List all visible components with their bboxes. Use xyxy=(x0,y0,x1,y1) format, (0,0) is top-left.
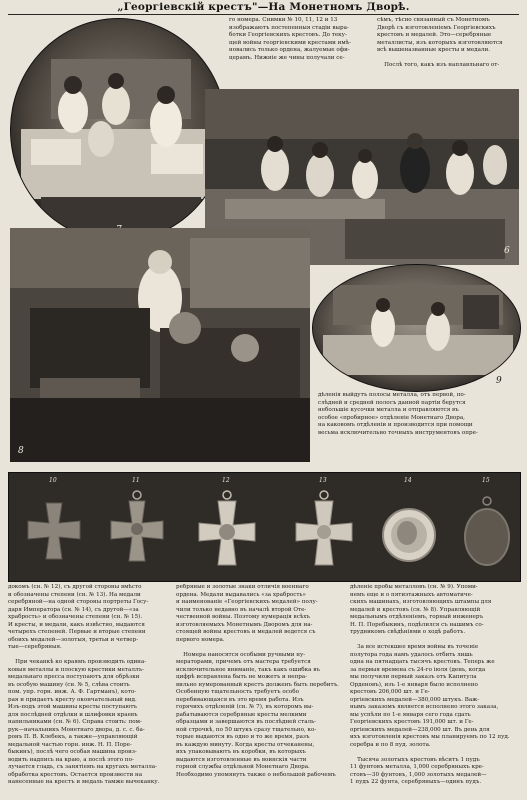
photo-6-number: 6 xyxy=(504,246,510,256)
article-text-bottom-2: ребряные и золотые знаки отличія военнаго ордена. Медали выдавались «за храбрость» и наименованіе «Георгіевскихъ медалей» полу- чили только недавно въ началѣ второй Оте- чественной войны. Поэтому нумерація всѣхъ изготовляемыхъ Монетнымъ Дворомъ для на- стоящей войны крестовъ и медалей ведется съ первого номера. Номера наносятся особыми ручными ну- мераторами, причемъ отъ мастера требуется исключительное вниманіе, такъ какъ ошибка въ цифрѣ исправлена быть не можетъ и непра- вильно нумерованный крестъ долженъ быть перебитъ. Особенную тщательность требуетъ особо перебивающаяся въ это время работа. Изъ горячихъ отдѣленій (сн. № 7), въ которомъ вы- рабатываются серебряные кресты мелкими образцами и завершаются въ послѣдней сталь- ной строчкѣ, по 50 штукъ сразу тщательно, ко- торые выдаются въ одно и то же время, разъ въ каждую минуту. Когда кресты отчеканены, ихъ упаковываютъ въ коробки, въ которыхъ выдаются изготовленные въ воинскія части горной службы отдѣльной Монетнаго Двора. Необходимо упомянуть также о небольшой рабочемъ xyxy=(176,584,339,778)
article-text-middle: дѣленія выйдутъ полосы металла, отъ первой, по- слѣдней и средней полосъ данной партіи берутся небольшіе кусочки металла и отправляются въ особое «пробирное» отдѣленіе Монетнаго Двора, на каковомъ отдѣленіи и производится при помощи весьма исключительно точныхъ инструментовъ опре- xyxy=(318,392,478,436)
cross-13-icon xyxy=(296,491,352,565)
article-text-bottom-3: дѣленіе пробы металловъ (сн. № 9). Упоми- немъ еще и о пятиэтажныхъ автоматиче- скихъ машинахъ, изготовляющихъ штампы для медалей и крестовъ (сн. № 8). Управляющій медальнымъ отдѣленіемъ, горный инженеръ Н. П. Поребыкинъ, подѣлился съ нашимъ со- трудникомъ свѣдѣніями о ходѣ работъ. За все истекшее время войны въ точеніе полутора года намъ удалось отбить лишь одна на пятнадцать тысячъ крестовъ. Теперь же за первыя времена съ 24-го іюля (день, когда мы получили первый заказъ отъ Капитула Орденовъ), изъ 1-е января было исполнено крестовъ 206,000 шт. и Ге- оргіевскихъ медалей—380,000 штукъ. Важ- нымъ заказомъ является исполнено этого заказа, мы успѣли по 1-е января сего года сдать Георгіевскихъ крестовъ 191,000 шт. и Ге- оргіевскихъ медалей—238,000 шт. Въ день для ихъ изготовленія крестовъ мы планируемъ по 12 пуд. серебра и по 8 пуд. золота. Тысяча золотыхъ крестовъ вѣситъ 1 пудъ 11 фунтовъ металла, 1,000 серебряныхъ кре- стовъ—30 фунтовъ, 1,000 золотыхъ медалей— 1 пудъ 22 фунта, серебряныхъ—одинъ пудъ. xyxy=(350,584,510,785)
medal-11-number: 11 xyxy=(132,477,140,484)
cross-10-icon xyxy=(28,503,80,559)
cross-12-icon xyxy=(199,491,255,565)
cross-11-icon xyxy=(111,491,163,561)
article-text-bottom-1: докомъ (сн. № 12), съ другой стороны вмѣсто и обозначены степени (сн. № 13). На медали серебряной—на одной стороны портреты Госу- даря Императора (сн. № 14), съ другой—«за храбрость» и обозначены степени (сн. № 15). И кресты, и медали, какъ извѣстно, выдаются четырехъ степеней. Первые и вторые степени обоихъ медалей—золотыя, третьи и четвер- тые—серебряныя. При чеканкѣ ко краямъ производить одина- ковыя металлы и плоскую крестики металлъ- медальнаго пресса поступаютъ для обрѣзки въ особую машину (сн. № 5, слѣва стоить пом. упр. горн. инж. А. Ф. Гартманъ), кото- рая и придаетъ кресту окончательный вид. Изъ-подъ этой машины кресты поступаютъ для послѣдней отдѣлки и шлифовки краевъ напильниками (сн. № 6). Справа стоить: пом- рук—начальникъ Монетнаго двора, д. с. с. ба- ронъ П. В. Клебекъ, а также—управляющій медальной частью горн. инж. Н. П. Поре- быкинъ), послѣ чего особая машина произ- водить надпись на краю, а послѣ этого по- лучается гладь, съ занятіемъ на кругахъ металла- обработка крестовъ. Остается произвести на нанесенные на крестъ и медаль тамже вычеканку. xyxy=(8,584,160,785)
medal-14-icon xyxy=(383,509,435,561)
header-rule xyxy=(8,14,519,15)
photo-9-number: 9 xyxy=(496,376,502,386)
page-title: „Георгіевскій крестъ"—На Монетномъ Дворѣ. xyxy=(117,1,410,13)
medal-10-number: 10 xyxy=(49,477,57,484)
photo-7-oval xyxy=(10,18,227,242)
photo-8 xyxy=(10,228,310,462)
photo-8-number: 8 xyxy=(18,446,24,456)
article-text-top-2: сѣмъ, тѣсно связанный съ Монетномъ Дворѣ съ изготовленіемъ Георгіевскихъ крестовъ и медалей. Это—серебряные металлисты, изъ которыхъ изготовляются всѣ вышеназванные кресты и медали. Послѣ того, какъ изъ наплавльнаго от- xyxy=(377,17,503,68)
medal-14-number: 14 xyxy=(404,477,412,484)
medal-15-icon xyxy=(465,497,509,565)
photo-9-oval xyxy=(312,264,521,392)
medal-15-number: 15 xyxy=(482,477,490,484)
article-text-top-1: го номера. Снимки № 10, 11, 12 и 13 изображаютъ постепенныя стадіи выра- ботки Георгіевскихъ крестовъ. До теку- щей войны георгіевскими крестами имѣ- новались только ордена, жалуемые офи- церамъ. Нижніе же чины получали се- xyxy=(229,17,351,61)
medal-12-number: 12 xyxy=(222,477,230,484)
medal-13-number: 13 xyxy=(319,477,327,484)
medal-strip xyxy=(8,472,521,582)
